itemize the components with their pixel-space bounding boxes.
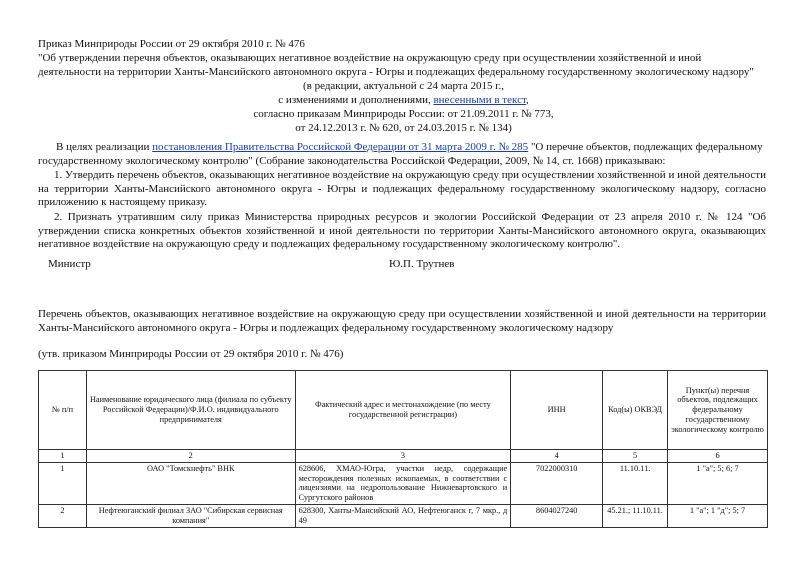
order-subtitle-line1: "Об утверждении перечня объектов, оказывающих негативное воздействие на окружающую среду при осуществлении хозяйственной и иной <box>38 52 702 64</box>
amending-orders-line2: от 24.12.2013 г. № 620, от 24.03.2015 г. № 134) <box>295 122 512 134</box>
row-points: 1 "а"; 1 "д"; 5; 7 <box>668 504 768 527</box>
signature-position: Министр <box>48 258 91 270</box>
intro-suffix: "О перечне объектов, подлежащих федеральному <box>528 141 763 153</box>
row-okved: 45.21.; 11.10.11. <box>603 504 668 527</box>
appendix-approval-note: (утв. приказом Минприроды России от 29 октября 2010 г. № 476) <box>38 348 344 360</box>
changes-prefix: с изменениями и дополнениями, <box>278 94 434 106</box>
objects-table <box>38 370 768 528</box>
order-item-1: 1. Утвердить перечень объектов, оказывающих негативное воздействие на окружающую среду при осуществлении хозяйственной и иной деятельности на территории Ханты-Мансийского автономного округа - Югры и подлежащих федеральному государственному экологическому надзору, согласно приложению к настоящему приказу. <box>38 169 766 208</box>
row-number: 1 <box>39 462 87 504</box>
table-header-row <box>39 371 768 450</box>
header-number: № п/п <box>39 371 87 450</box>
changes-suffix: , <box>525 94 529 106</box>
government-decree-link[interactable]: постановления Правительства Российской Федерации от 31 марта 2009 г. № 285 <box>152 141 529 153</box>
intro-prefix: В целях реализации <box>56 141 153 153</box>
table-row <box>39 504 768 527</box>
edition-note: (в редакции, актуальной с 24 марта 2015 г., <box>302 80 505 92</box>
table-row <box>39 462 768 504</box>
row-inn: 7022000310 <box>511 462 603 504</box>
header-inn: ИНН <box>511 371 603 450</box>
intro-line1 <box>56 141 763 154</box>
changes-link[interactable]: внесенными в текст <box>433 94 526 106</box>
column-number: 4 <box>511 450 603 463</box>
column-number: 3 <box>295 450 511 463</box>
row-address: 628606, ХМАО-Югра, участки недр, содержащие месторождения полезных ископаемых, в соответствии с лицензиями на недропользование Нижневартовского и Сургутского районов <box>295 462 511 504</box>
row-address: 628300, Ханты-Мансийский АО, Нефтеюганск г, 7 мкр., д 49 <box>295 504 511 527</box>
row-okved: 11.10.11. <box>603 462 668 504</box>
intro-line2: государственному экологическому контролю" (Собрание законодательства Российской Федерации, 2009, № 14, ст. 1668) приказываю: <box>38 155 666 167</box>
appendix-title: Перечень объектов, оказывающих негативное воздействие на окружающую среду при осуществлении хозяйственной и иной деятельности на территории Ханты-Мансийского автономного округа - Югры и подлежащих федеральному государственному экологическому надзору <box>38 308 766 334</box>
header-okved: Код(ы) ОКВЭД <box>603 371 668 450</box>
row-inn: 8604027240 <box>511 504 603 527</box>
changes-note <box>0 94 807 107</box>
row-name: Нефтеюганский филиал ЗАО "Сибирская сервисная компания" <box>86 504 295 527</box>
column-number: 2 <box>86 450 295 463</box>
amending-orders-line1: согласно приказам Минприроды России: от 21.09.2011 г. № 773, <box>253 108 554 120</box>
order-item-2: 2. Признать утратившим силу приказ Министерства природных ресурсов и экологии Российской Федерации от 23 апреля 2010 г. № 124 "Об утверждении списка конкретных объектов хозяйственной и иной деятельности по территории Ханты-Мансийского автономного округа, оказывающих негативное воздействие на окружающую среду и подлежащих федеральному государственному экологическому контролю". <box>38 211 766 250</box>
column-number: 1 <box>39 450 87 463</box>
order-title: Приказ Минприроды России от 29 октября 2010 г. № 476 <box>38 38 305 50</box>
order-subtitle-line2: деятельности на территории Ханты-Мансийского автономного округа - Югры и подлежащих федеральному государственному экологическому надзору" <box>38 66 754 78</box>
row-points: 1 "а"; 5; 6; 7 <box>668 462 768 504</box>
header-list-points: Пункт(ы) перечня объектов, подлежащих федеральному государственному экологическому контролю <box>668 371 768 450</box>
column-number-row <box>39 450 768 463</box>
header-address: Фактический адрес и местонахождение (по месту государственной регистрации) <box>295 371 511 450</box>
column-number: 5 <box>603 450 668 463</box>
header-name: Наименование юридического лица (филиала по субъекту Российской Федерации)/Ф.И.О. индивидуального предпринимателя <box>86 371 295 450</box>
column-number: 6 <box>668 450 768 463</box>
row-name: ОАО "Томскнефть" ВНК <box>86 462 295 504</box>
row-number: 2 <box>39 504 87 527</box>
signature-name: Ю.П. Трутнев <box>389 258 455 270</box>
